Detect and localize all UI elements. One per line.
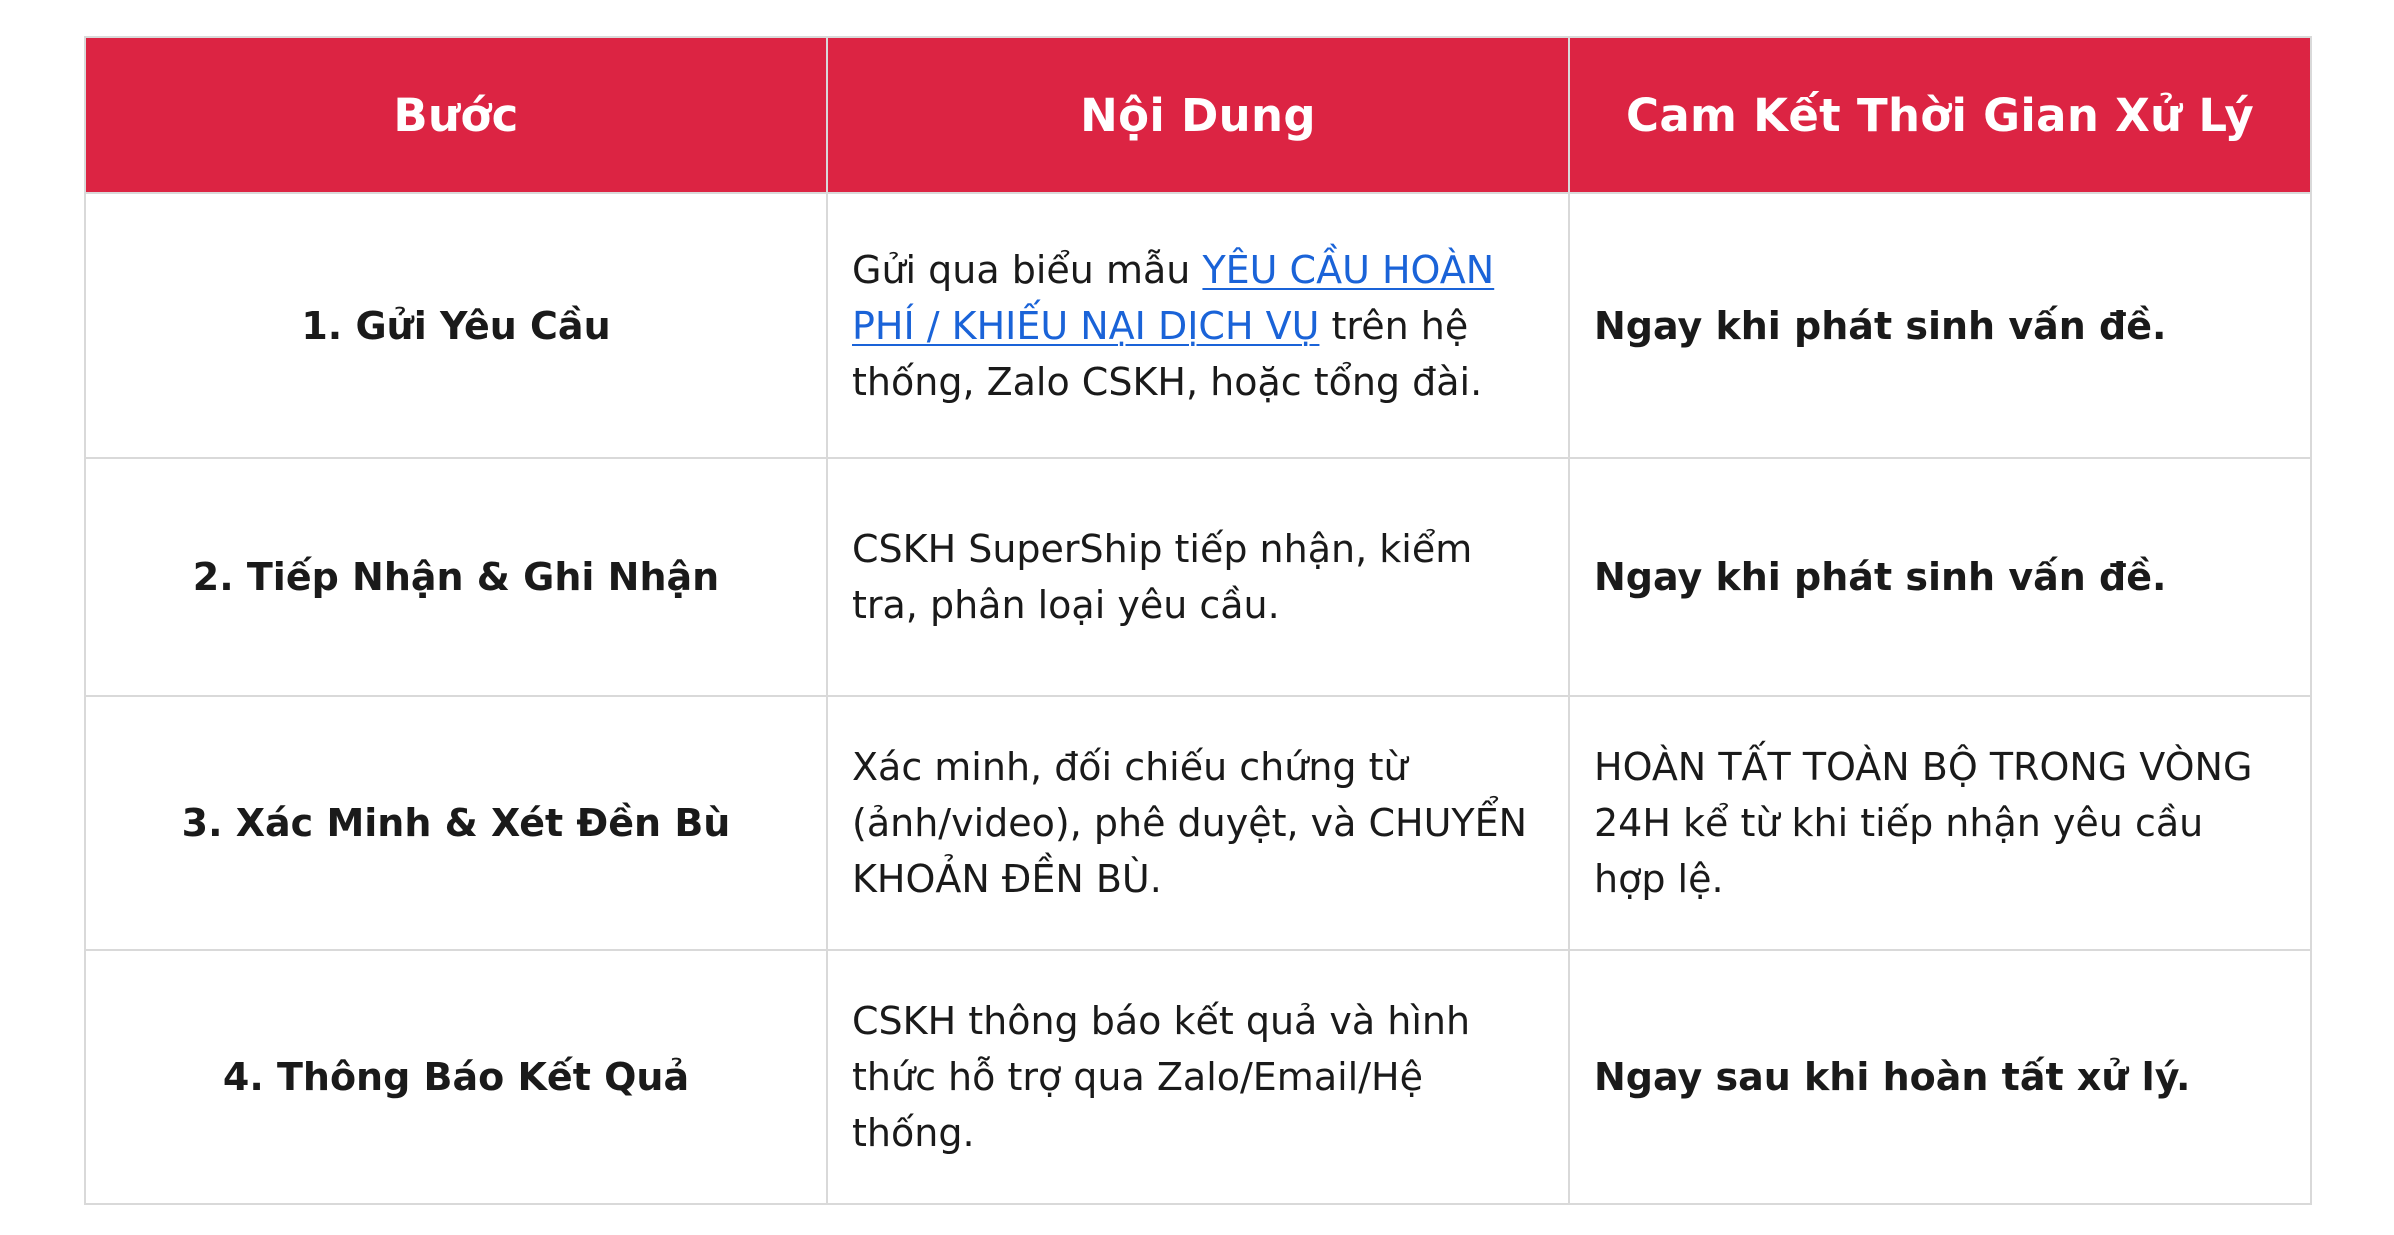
table-row (85, 950, 2311, 1204)
header-commitment: Cam Kết Thời Gian Xử Lý (1569, 37, 2311, 193)
table-row (85, 458, 2311, 696)
commitment-cell: Ngay khi phát sinh vấn đề. (1569, 458, 2311, 696)
table-body (85, 193, 2311, 1204)
process-table (84, 36, 2312, 1205)
header-content: Nội Dung (827, 37, 1569, 193)
table-row (85, 696, 2311, 950)
table-row (85, 193, 2311, 458)
commitment-cell: Ngay khi phát sinh vấn đề. (1569, 193, 2311, 458)
content-text: trên hệ thống, Zalo CSKH, hoặc tổng đài. (852, 303, 1483, 404)
table-header (85, 37, 2311, 193)
content-cell: CSKH thông báo kết quả và hình thức hỗ trợ qua Zalo/Email/Hệ thống. (827, 950, 1569, 1204)
step-cell: 4. Thông Báo Kết Quả (85, 950, 827, 1204)
commitment-cell: HOÀN TẤT TOÀN BỘ TRONG VÒNG 24H kể từ khi tiếp nhận yêu cầu hợp lệ. (1569, 696, 2311, 950)
step-cell: 1. Gửi Yêu Cầu (85, 193, 827, 458)
refund-complaint-form-link[interactable]: YÊU CẦU HOÀN PHÍ / KHIẾU NẠI DỊCH VỤ (852, 247, 1495, 348)
content-cell (827, 193, 1569, 458)
content-text: Gửi qua biểu mẫu (852, 247, 1203, 292)
step-cell: 2. Tiếp Nhận & Ghi Nhận (85, 458, 827, 696)
step-cell: 3. Xác Minh & Xét Đền Bù (85, 696, 827, 950)
content-cell: CSKH SuperShip tiếp nhận, kiểm tra, phân loại yêu cầu. (827, 458, 1569, 696)
header-row (85, 37, 2311, 193)
content-cell: Xác minh, đối chiếu chứng từ (ảnh/video), phê duyệt, và CHUYỂN KHOẢN ĐỀN BÙ. (827, 696, 1569, 950)
commitment-cell: Ngay sau khi hoàn tất xử lý. (1569, 950, 2311, 1204)
header-step: Bước (85, 37, 827, 193)
